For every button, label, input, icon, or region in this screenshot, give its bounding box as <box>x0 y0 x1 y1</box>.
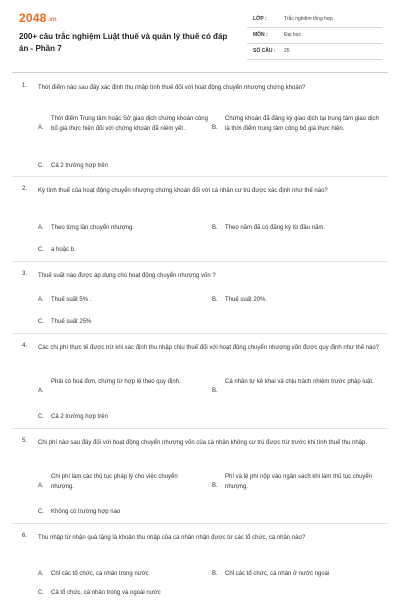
question-separator <box>12 523 388 524</box>
option-letter: A. <box>38 388 44 394</box>
question-number: 2. <box>22 186 28 192</box>
document-title: 200+ câu trắc nghiệm Luật thuế và quản lý thuế có đáp án - Phần 7 <box>19 32 228 53</box>
option-letter: C. <box>38 509 44 515</box>
meta-table <box>247 14 382 62</box>
question-text: Thời điểm nào sau đây xác định thu nhập tính thuế đối với hoạt động chuyển nhượng chứng khoán? <box>38 85 306 91</box>
meta-value: Trắc nghiệm tổng hợp <box>284 16 333 22</box>
question-text: Chi phí nào sau đây đối với hoạt động chuyển nhượng vốn của cá nhân không cư trú được trừ trước khi tính thuế thu nhập. <box>38 440 368 446</box>
meta-key: LỚP : <box>253 16 267 22</box>
option-letter: C. <box>38 319 44 325</box>
option-letter: C. <box>38 590 44 596</box>
logo-text: 2048 <box>19 11 47 25</box>
option-text: Theo năm đã có đăng ký từ đầu năm. <box>225 225 326 231</box>
question-separator <box>12 176 388 177</box>
logo-suffix: .vn <box>47 17 57 23</box>
option-text: Cả tổ chức, cá nhân trong và ngoài nước <box>51 590 161 596</box>
question-number: 4. <box>22 343 28 349</box>
option-text: Thuế suất 25% <box>51 319 92 325</box>
option-text: Không có trường hợp nào <box>51 509 121 515</box>
option-text: Thời điểm Trung tâm hoặc Sở giao dịch chứng khoán công bố giá thực hiện đối với chứng khoán đã niêm yết . <box>51 116 208 132</box>
question-number: 3. <box>22 271 28 277</box>
question-number: 6. <box>22 533 28 539</box>
header-divider <box>12 72 388 73</box>
meta-value: Đại học <box>284 32 301 38</box>
meta-row-class <box>247 14 382 28</box>
meta-row-subject <box>247 30 382 44</box>
option-text: Chi phí làm các thủ tục pháp lý cho việc chuyển nhượng. <box>51 474 178 490</box>
option-text: Theo từng lần chuyển nhượng. <box>51 225 135 231</box>
option-text: Cả 2 trường hợp trên <box>51 163 108 169</box>
question-separator <box>12 261 388 262</box>
option-text: Cá nhân tự kê khai và chịu trách nhiệm trước pháp luật. <box>225 379 374 385</box>
question-separator <box>12 333 388 334</box>
option-letter: A. <box>38 483 44 489</box>
option-letter: A. <box>38 297 44 303</box>
option-text: Chỉ các tổ chức, cá nhân trong nước <box>51 571 149 577</box>
question-text: Thu nhập từ nhận quà tặng là khoản thu nhập của cá nhân nhận được từ các tổ chức, cá nhân nào? <box>38 535 306 541</box>
question-number: 1. <box>22 83 28 89</box>
site-logo[interactable] <box>19 11 57 25</box>
question-text: Kỳ tính thuế của hoạt động chuyển nhượng chứng khoán đối với cá nhân cư trú được xác định như thế nào? <box>38 188 328 194</box>
option-letter: A. <box>38 125 44 131</box>
meta-row-count <box>247 46 382 60</box>
option-text: Phải có hoá đơn, chứng từ hợp lệ theo quy định. <box>51 379 181 385</box>
option-letter: B. <box>212 225 218 231</box>
option-text: Thuế suất 5% . <box>51 297 92 303</box>
option-text: a hoặc b. <box>51 247 76 253</box>
option-letter: C. <box>38 163 44 169</box>
option-letter: B. <box>212 125 218 131</box>
option-letter: B. <box>212 297 218 303</box>
option-text: Cả 2 trường hợp trên <box>51 414 108 420</box>
document-header <box>0 0 400 76</box>
option-letter: C. <box>38 414 44 420</box>
option-letter: A. <box>38 225 44 231</box>
question-number: 5. <box>22 438 28 444</box>
option-letter: C. <box>38 247 44 253</box>
question-text: Thuế suất nào được áp dụng cho hoạt động chuyển nhượng vốn ? <box>38 273 216 279</box>
option-text: Thuế suất 20%. <box>225 297 268 303</box>
option-text: Chứng khoán đã đăng ký giao dịch tại trung tâm giao dịch là thời điểm trung tâm công bố giá thực hiện. <box>225 116 379 132</box>
option-letter: B. <box>212 571 218 577</box>
option-letter: A. <box>38 571 44 577</box>
option-text: Chỉ các tổ chức, cá nhân ở nước ngoài <box>225 571 330 577</box>
meta-value: 25 <box>284 48 290 54</box>
meta-key: MÔN : <box>253 32 268 38</box>
question-text: Các chi phí thực tế được trừ khi xác định thu nhập chịu thuế đối với hoạt động chuyển nhượng vốn được quy định như thế nào? <box>38 345 380 351</box>
option-letter: B. <box>212 388 218 394</box>
question-separator <box>12 428 388 429</box>
option-letter: B. <box>212 483 218 489</box>
meta-key: SỐ CÂU : <box>253 48 276 54</box>
option-text: Phí và lệ phí nộp vào ngân sách khi làm thủ tục chuyển nhượng. <box>225 474 373 490</box>
